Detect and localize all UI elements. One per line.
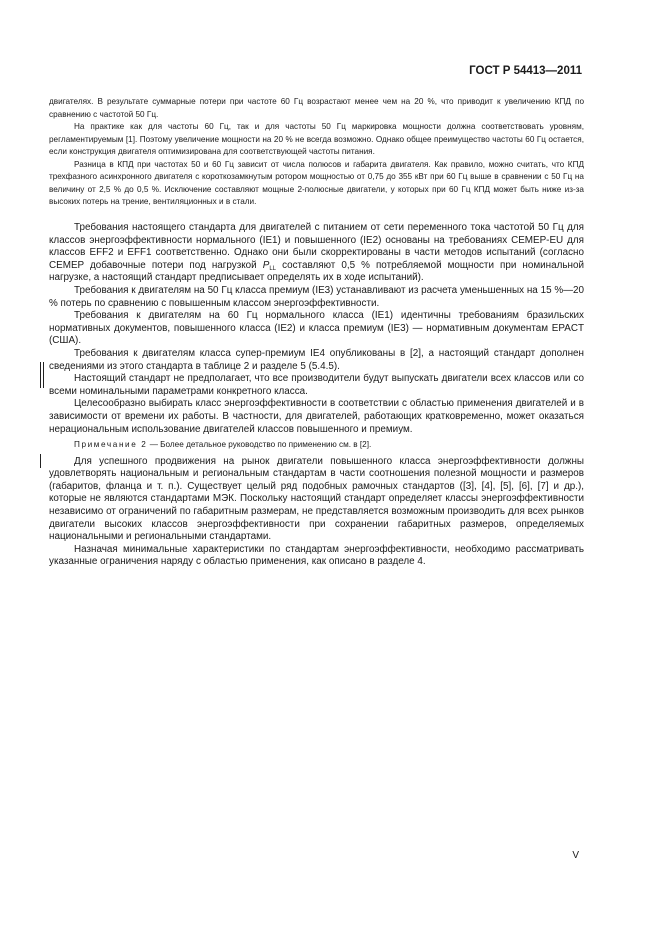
paragraph-minimum-characteristics: Назначая минимальные характеристики по стандартам энергоэффективности, необходимо рассматривать указанные ограничения наряду с областью применения, как описано в разделе 4. [49,543,584,568]
note-text: — Более детальное руководство по применению см. в [2]. [147,440,372,450]
paragraph-efficiency-difference: Разница в КПД при частотах 50 и 60 Гц зависит от числа полюсов и габарита двигателя. Как правило, можно считать, что КПД трехфазного асинхронного двигателя с короткозамкнутым ротором мощностью от 0,75 до 355 кВт при 60 Гц выше в сравнении с 50 Гц на величину от 2,5 % до 0,5 %. Исключение составляют мощные 2-полюсные двигатели, у которых при 60 Гц КПД может быть ниже из-за высоких потерь на трение, вентиляционных и в стали. [49,159,584,206]
paragraph-manufacturers: Настоящий стандарт не предполагает, что все производители будут выпускать двигатели всех классов или со всеми номинальными параметрами конкретного класса. [49,373,584,397]
main-text-block [49,222,584,569]
page-number: V [572,850,579,861]
note-label: Примечание 2 [74,440,148,450]
change-bar [43,362,44,388]
note-2 [49,439,584,452]
document-header: ГОСТ Р 54413—2011 [469,65,582,77]
paragraph-requirements-60hz: Требования к двигателям на 60 Гц нормального класса (IE1) идентичны требованиям бразильских нормативных документов, повышенного класса (IE2) и класса премиум (IE3) — нормативным документам EPACT (США). [49,310,584,347]
change-bar [40,454,41,468]
paragraph-market-promotion: Для успешного продвижения на рынок двигатели повышенного класса энергоэффективности должны удовлетворять национальным и региональным стандартам в части соотношения полезной мощности и размеров (габаритов, фланца и т. п.). Существует целый ряд подобных рамочных стандартов ([3], [4], [5], [6], [7] и др.), которые не являются стандартами МЭК. Поскольку настоящий стандарт определяет классы энергоэффективности независимо от ограничений по габаритным размерам, не представляется возможным производить для всех рынков двигатели высоких классов энергоэффективности при сохранении габаритных размеров, определяемых национальными и региональными стандартами. [49,455,584,543]
paragraph-part: составляют 0,5 % потребляемой мощности при номинальной нагрузке, а настоящий стандарт предписывает определять их в ходе испытаний). [49,259,584,284]
paragraph-requirements-50hz [49,222,584,285]
paragraph-class-selection: Целесообразно выбирать класс энергоэффективности в соответствии с областью применения двигателей и в зависимости от времени их работы. В частности, для двигателей, работающих кратковременно, может оказаться нерациональным использование двигателей классов повышенного и премиум. [49,398,584,435]
small-text-block [49,96,584,209]
change-bar [40,362,41,388]
loss-subscript: LL [269,265,277,272]
paragraph-part: Требования настоящего стандарта для двигателей с питанием от сети переменного тока частотой 50 Гц для классов энергоэффективности нормального (IE1) и повышенного (IE2) основаны на требованиях CEMEP-EU для классов EFF2 и EFF1 соответственно. Однако они были скорректированы в части методов испытаний (согласно CEMEP добавочные потери под нагрузкой [49,222,584,271]
paragraph-continuation: двигателях. В результате суммарные потери при частоте 60 Гц возрастают менее чем на 20 %, что приводит к увеличению КПД по сравнению с частотой 50 Гц. [49,97,584,119]
loss-symbol: P [262,259,270,271]
paragraph-marking: На практике как для частоты 60 Гц, так и для частоты 50 Гц маркировка мощности должна соответствовать уровням, регламентируемым [1]. Поэтому увеличение мощности на 20 % не всегда возможно. Однако общее преимущество частоты 60 Гц остается, если конструкция двигателя оптимизирована для соответствующей частоты питания. [49,122,584,156]
paragraph-super-premium: Требования к двигателям класса супер-премиум IE4 опубликованы в [2], а настоящий стандарт дополнен сведениями из этого стандарта в таблице 2 и разделе 5 (5.4.5). [49,347,584,372]
paragraph-premium-50hz: Требования к двигателям на 50 Гц класса премиум (IE3) устанавливают из расчета уменьшенных на 15 %—20 % потерь по сравнению с повышенным классом энергоэффективности. [49,284,584,309]
